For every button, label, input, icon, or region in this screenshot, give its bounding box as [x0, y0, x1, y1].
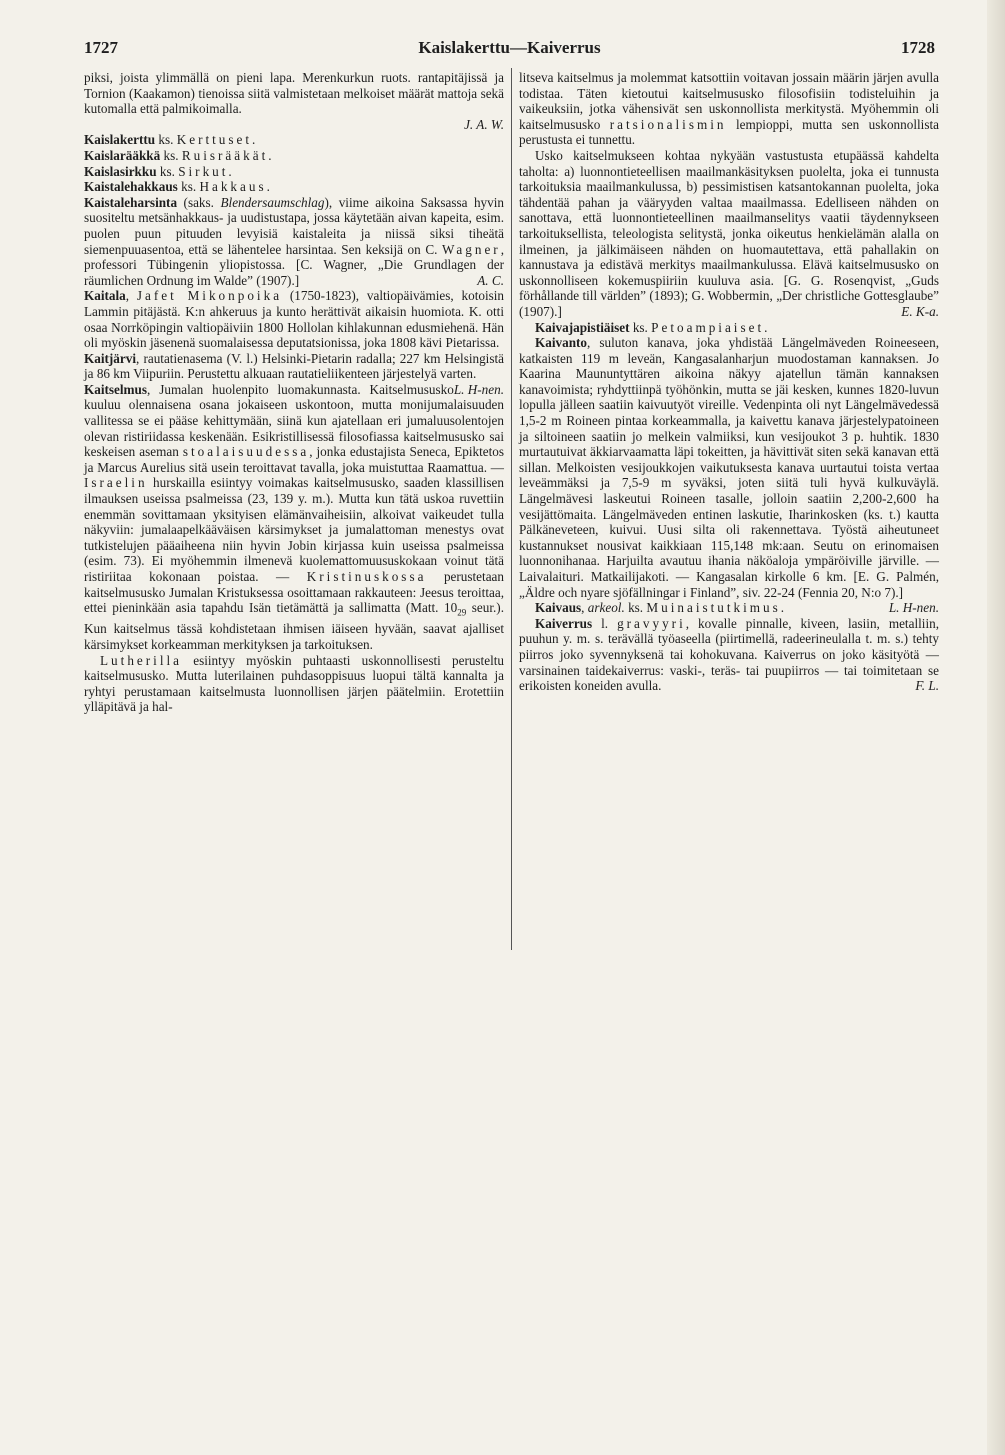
- cross-reference: Sirkut.: [178, 163, 235, 179]
- cross-reference: Petoampiaiset.: [651, 319, 771, 335]
- entry-headword: Kaislakerttu: [84, 132, 156, 148]
- column-divider: [511, 68, 512, 950]
- entry-kaitselmus-continued: litseva kaitselmus ja molemmat katsottiin voitavan jossain määrin järjen avulla todistaa. Täten kietoutui kaitselmususko filosofisiin todisteluihin ja vaikeuksiin, jotka vähensivät sen uskonnollista merkitystä. Myöhemmin oli kaitselmususko ratsionalismin lempioppi, mutta sen uskonnollista perustusta ei tunnettu.: [519, 70, 939, 148]
- page-title: Kaislakerttu—Kaiverrus: [418, 38, 601, 57]
- left-column: [84, 70, 504, 715]
- entry-kaislasirkku: Kaislasirkku ks. Sirkut.: [84, 163, 235, 179]
- entry-headword: Kaistalehakkaus: [84, 179, 178, 195]
- entry-headword: Kaivanto: [535, 335, 588, 351]
- cross-reference: Muinaistutkimus.: [646, 600, 788, 616]
- entry-headword: Kaivaus: [535, 600, 582, 616]
- entry-kaitjarvi: Kaitjärvi, rautatienasema (V. l.) Helsinki-Pietarin radalla; 227 km Helsingistä ja 86 km Viipuriin. Perustettu alkuaan rautatieliikenteen järjestelyä varten. L. H-nen.: [84, 350, 504, 397]
- entry-kaistaleharsinta: Kaistaleharsinta (saks. Blendersaumschlag), viime aikoina Saksassa hyvin suositeltu metsänhakkaus- ja uudistustapa, jossa käytetään aivan kapeita, esim. puolen puun pituuden levyisiä kaistaleita ja niissä siksi tiheätä siemenpuuasentoa, että se lähentelee harsintaa. Sen keksijä on C. Wagner, professori Tübingenin yliopistossa. [C. Wagner, „Die Grundlagen der räumlichen Ordnung im Walde” (1907).] A. C.: [84, 194, 504, 288]
- author-signature: E. K-a.: [901, 303, 939, 319]
- entry-kaitselmus: Kaitselmus, Jumalan huolenpito luomakunnasta. Kaitselmususko kuuluu olennaisena osana jokaiseen uskontoon, mutta monijumalaisuuden vallitessa se ei pääse kehittymään, siinä kun ajatellaan eri jumaluusolentojen olevan ristiriidassa keskenään. Esikristillisessä filosofiassa kaitselmususko sai keskeisen aseman stoalaisuudessa, jonka edustajista Seneca, Epiktetos ja Marcus Aurelius sitä usein teroittavat tavalla, joka muistuttaa Raamattua. — Israelin hurskailla esiintyy voimakas kaitselmususko, saaden klassillisen ilmauksen useissa psalmeissa (23, 139 y. m.). Mutta kun tätä uskoa ruvettiin enemmän sovittamaan yksityisen elämänvaiheisiin, alkoivat vaikeudet tulla näkyviin: jumalaapelkääväisen kärsimykset ja jumalattoman menestys ovat tutkistelujen pääaiheena niin hyvin Jobin kirjassa kuin useissa psalmeissa (esim. 73). Ei myöhemmin ilmenevä kuolemattomuususkokaan voinut tätä ristiriitaa kokonaan poistaa. — Kristinuskossa perustetaan kaitselmususko Jumalan Kristuksessa osoittamaan rakkauteen: Jeesus teroittaa, ettei pieninkään asia tapahdu Isän tietämättä ja sallimatta (Matt. $10_{29}$ seur.). Kun kaitselmus tässä kohdistetaan ihmisen iäiseen hyvään, saavat ajalliset kärsimykset korkeamman merkityksen ja tarkoituksen.: [84, 381, 505, 653]
- author-signature: L. H-nen.: [453, 381, 504, 397]
- continuation-paragraph: piksi, joista ylimmällä on pieni lapa. Merenkurkun ruots. rantapitäjissä ja Tornion (Kaakamon) tienoissa siitä valmistetaan melkoiset määrät mattoja sekä kutomalla että palmikoimalla.: [84, 70, 504, 117]
- author-signature: A. C.: [477, 272, 504, 288]
- entry-kaivajapistiaiset: Kaivajapistiäiset ks. Petoampiaiset.: [535, 319, 771, 335]
- entry-headword: Kaiverrus: [535, 615, 593, 631]
- entry-kaitselmus-continued: Lutherilla esiintyy myöskin puhtaasti uskonnollisesti perusteltu kaitselmususko. Mutta luterilainen puhdasoppisuus luopui tältä kannalta ja ryhtyi perustamaan kaitselmusta luonnollisen järjen päätelmiin. Erotettiin ylläpitävä ja hal-: [84, 652, 504, 715]
- right-column: [519, 70, 939, 694]
- author-signature: J. A. W.: [464, 116, 504, 132]
- author-signature: L. H-nen.: [888, 600, 939, 616]
- entry-kaislakerttu: Kaislakerttu ks. Kerttuset.: [84, 132, 259, 148]
- cross-reference: Hakkaus.: [199, 179, 273, 195]
- entry-headword: Kaitala: [84, 288, 126, 304]
- page-number-left: 1727: [84, 38, 118, 57]
- entry-kaitselmus-continued: Usko kaitselmukseen kohtaa nykyään vastustusta etupäässä kahdelta taholta: a) luonnontieteellisen maailmankäsityksen puolelta, joka ei tunnusta tarkoituksia maailmankulussa, b) pessimistisen katsantokannan puolelta, joka tähdentää pahan ja vääryyden valtaa maailmassa. Edelliseen nähden on sanottava, että luonnontieteellinen maailmanselitys vaatii täydennykseen tarkoituksellista, teleologista selitystä, jonka oikeutus henkielämän alalla on ilmeinen, ja jälkimäiseen nähden on huomautettava, että pahallakin on kannustava ja edistävä merkitys maailmankulussa. Elävä kaitselmususko on uskonnolliseen kokemuspiiriin kuuluva asia. [G. G. Rosenqvist, „Guds förhållande till världen” (1893); G. Wobbermin, „Der christliche Gottesglaube” (1907).] E. K-a.: [519, 147, 939, 319]
- entry-kaivaus: Kaivaus, arkeol. ks. Muinaistutkimus.: [535, 600, 788, 616]
- entry-kaitala: Kaitala, Jafet Mikonpoika (1750-1823), valtiopäivämies, kotoisin Lammin pitäjästä. K:n ahkeruus ja kunto herättivät aikaisin huomiota. K. otti osaa Norrköpingin valtiopäiviin 1800 Hollolan kihlakunnan edusmiehenä. Hän oli myöskin jäsenenä suomalaisessa deputatsionissa, joka 1808 kävi Pietarissa.: [84, 288, 505, 351]
- cross-reference: Kerttuset.: [176, 132, 259, 148]
- author-signature: F. L.: [915, 678, 939, 694]
- entry-headword: Kaislasirkku: [84, 163, 157, 179]
- entry-kaislaraakka: Kaislarääkkä ks. Ruisrääkät.: [84, 147, 275, 163]
- entry-kaivanto: Kaivanto, suluton kanava, joka yhdistää Längelmäveden Roineeseen, katkaisten 119 m leveän, Kangasalanharjun muodostaman kannaksen. Jo Kaarina Maununtyttären aikoina näkyy ajatellun tämän kannaksen kanavoimista; ryhdyttiinpä työhönkin, mutta se jäi kesken, kunnes 1820-luvun lopulla jälleen saatiin kaivuutyöt vireille. Vedenpinta oli nyt Längelmävedessä 1,5-2 m Roineen pintaa korkeammalla, ja kaivettu kanava järjestelypatoineen ja siltoineen saatiin jo melkein valmiiksi, kun vesijoukot 3 p. huhtik. 1830 murtautuivat äkkiarvaamatta läpi tokeitten, ja hävittivät siten sekä kanavan että sillan. Melkoisten vesijoukkojen vaikutuksesta kanava uurtautui toista vertaa leveämmäksi ja 7,5-9 m syväksi, joten siitä tuli hyvä kulkuväylä. Längelmävesi laskeutui Roineen tasalle, jolloin saatiin 2,200-2,600 ha vesijättömaita. Längelmäveden entinen laskutie, Iharinkosken (ks. t.) kautta Pälkäneveteen, kuivui. Uusi silta oli rakennettava. Työstä aiheutuneet kustannukset nousivat kaikkiaan 115,148 mk:aan. Seutu on erinomaisen luonnonihanaa. Harjuilta avautuu ihania näköaloja ympäröiville järville. — Laivalaituri. Matkailijakoti. — Kangasalan kirkolle 6 km. [E. G. Palmén, „Äldre och nyare sjöfällningar i Finland”, siv. 22-24 (Fennia 20, N:o 7).] L. H-nen.: [519, 335, 939, 616]
- entry-kaiverrus: Kaiverrus l. gravyyri, kovalle pinnalle, kiveen, lasiin, metalliin, puuhun y. m. s. terävällä työaseella (piirtimellä, radeerineulalla t. m. s.) tehty piirros joko syvennyksenä tai kohokuvana. Kaiverrus on joko käsityötä — varsinainen taidekaiverrus: vaski-, teräs- tai puupiirros — tai toimitetaan se erikoisten koneiden avulla. F. L.: [519, 615, 939, 694]
- entry-kaistalehakkaus: Kaistalehakkaus ks. Hakkaus.: [84, 179, 273, 195]
- page-edge: [987, 0, 1005, 1455]
- entry-headword: Kaistaleharsinta: [84, 194, 178, 210]
- entry-headword: Kaislarääkkä: [84, 147, 161, 163]
- entry-headword: Kaitselmus: [84, 381, 148, 397]
- page-number-right: 1728: [901, 38, 935, 57]
- cross-reference: Ruisrääkät.: [181, 147, 275, 163]
- entry-headword: Kaitjärvi: [84, 350, 137, 366]
- page-header: [84, 38, 935, 60]
- entry-headword: Kaivajapistiäiset: [535, 319, 630, 335]
